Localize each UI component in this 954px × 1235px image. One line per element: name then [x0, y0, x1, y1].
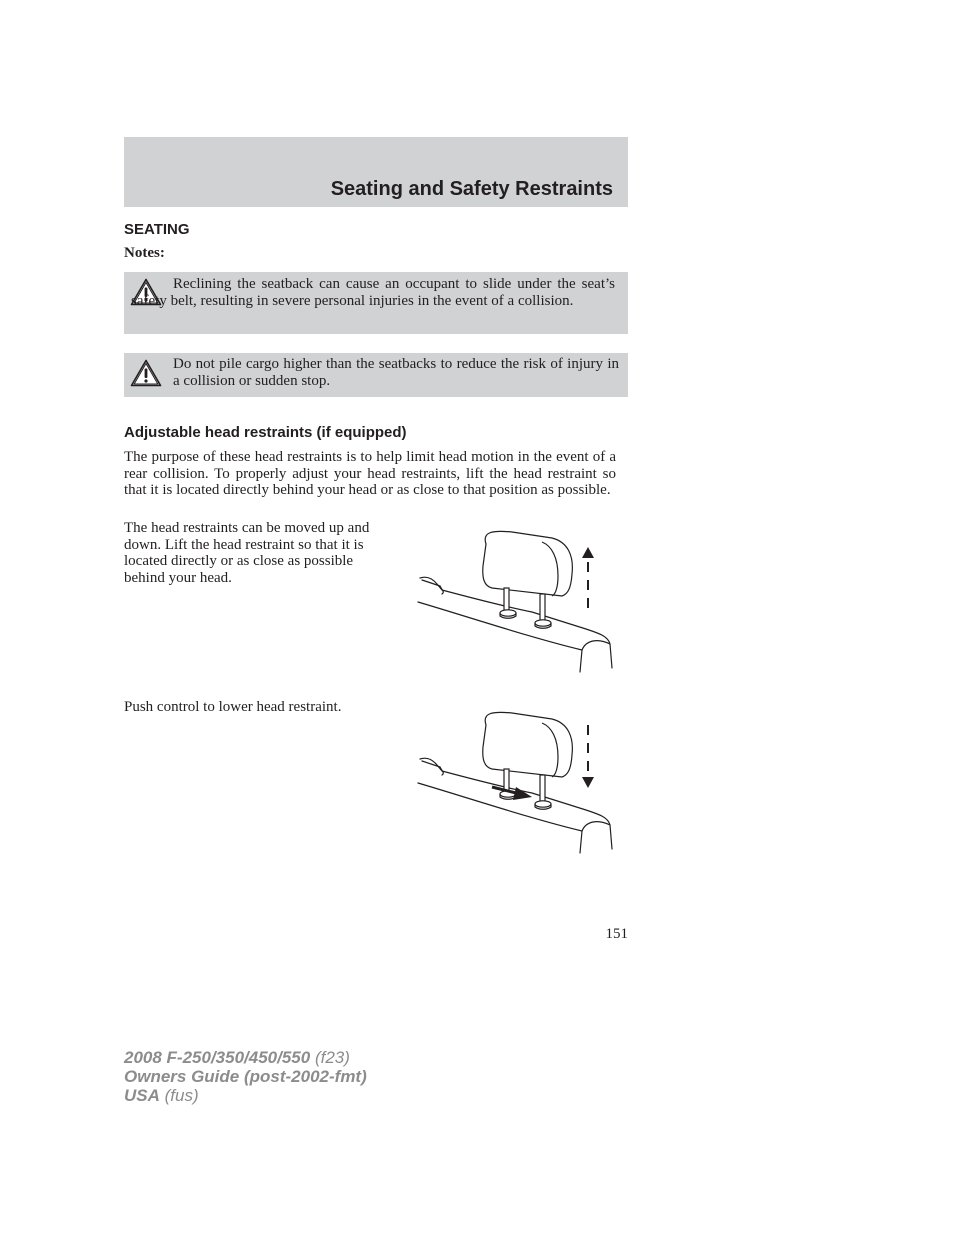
warning-triangle-icon [130, 359, 162, 387]
seatback-corner [582, 822, 610, 831]
head-restraint-purpose-paragraph: The purpose of these head restraints is to help limit head motion in the event of a rear collision. To properly adjust your head restraints, lift the head restraint so that it is located directly behind your head or as close to that position as possible. [124, 449, 616, 498]
page-number: 151 [605, 926, 628, 942]
footer-model-code: (f23) [310, 1048, 350, 1067]
warning-box-recline [124, 272, 628, 334]
warning-text-cargo: Do not pile cargo higher than the seatbacks to reduce the risk of injury in a collision or sudden stop. [173, 356, 619, 389]
head-restraint [483, 531, 573, 596]
notes-label: Notes: [124, 245, 165, 261]
head-restraint [483, 712, 573, 777]
footer-guide: Owners Guide (post-2002-fmt) [124, 1067, 367, 1086]
section-header-band [124, 137, 628, 207]
footer-line-1 [124, 1048, 367, 1067]
document-footer [124, 1048, 367, 1105]
head-restraint-lower-illustration [412, 703, 622, 863]
up-arrow-icon [582, 547, 594, 608]
section-title: SEATING [124, 221, 190, 238]
warning-box-cargo [124, 353, 628, 397]
footer-market-code: (fus) [159, 1086, 199, 1105]
head-restraint-raise-illustration [412, 522, 622, 682]
head-restraint-lower-text: Push control to lower head restraint. [124, 699, 342, 715]
subsection-title: Adjustable head restraints (if equipped) [124, 424, 407, 441]
footer-line-3 [124, 1086, 367, 1105]
footer-model: 2008 F-250/350/450/550 [124, 1048, 311, 1067]
down-arrow-icon [582, 725, 594, 788]
page-title: Seating and Safety Restraints [330, 178, 613, 200]
warning-text-recline: Reclining the seatback can cause an occupant to slide under the seat’s safety belt, resulting in severe personal injuries in the event of a collision. [131, 276, 615, 309]
footer-market: USA [124, 1086, 160, 1105]
head-restraint-raise-text: The head restraints can be moved up and down. Lift the head restraint so that it is located directly or as close as possible behind your head. [124, 520, 370, 586]
seatback-corner [582, 641, 610, 650]
head-restraint-posts [500, 769, 551, 809]
head-restraint-posts [500, 588, 551, 628]
footer-line-2 [124, 1067, 367, 1086]
